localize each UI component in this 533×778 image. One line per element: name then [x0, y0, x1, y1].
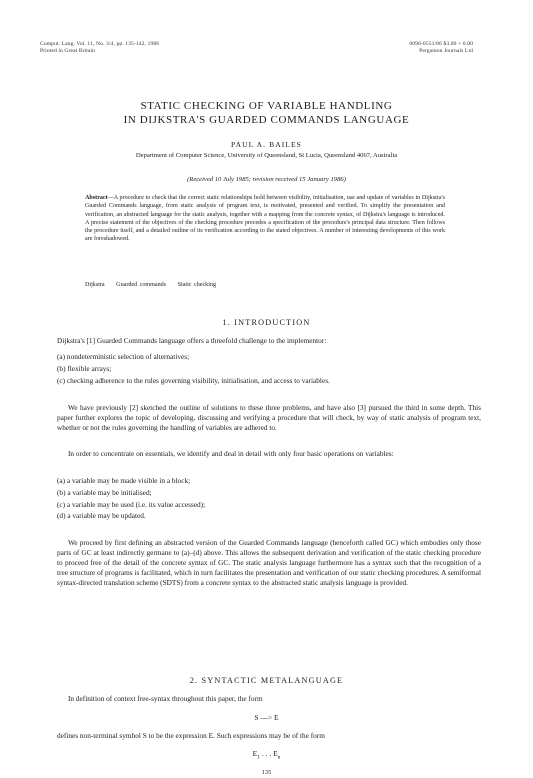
list-item: (c) a variable may be used (i.e. its value accessed); [57, 499, 206, 509]
keyword: Dijkstra [85, 282, 105, 288]
formula-subscript: 1 [257, 754, 260, 761]
challenge-list [57, 351, 481, 387]
body-paragraph: In definition of context free-syntax throughout this paper, the form [68, 694, 263, 703]
list-item: (a) a variable may be made visible in a block; [57, 476, 191, 485]
body-paragraph: defines non-terminal symbol S to be the expression E. Such expressions may be of the form [57, 731, 325, 740]
keywords [85, 282, 216, 288]
abstract [85, 194, 445, 244]
publisher-info [409, 41, 473, 55]
author-name: PAUL A. BAILES [231, 140, 302, 149]
body-paragraph: We proceed by first defining an abstracted version of the Guarded Commands language (henceforth called GC) which embodies only those parts of GC at least indirectly germane to (a)–(d) above. This allows the subsequent derivation and verification of the static checking procedure to proceed free of the detail of the concrete syntax of GC. The static analysis language furthermore has a syntax such that the recognition of a tree structure of programs is facilitated, which in turn facilitates the presentation and verification of our static checking procedures. A semiformal syntax-directed translation scheme (SDTS) from a concrete syntax to the abstracted static analysis language is provided. [57, 538, 481, 587]
publisher-name: Pergamon Journals Ltd [419, 48, 473, 54]
printed-line: Printed in Great Britain [40, 48, 96, 54]
list-item: (d) a variable may be updated. [57, 511, 146, 521]
section-heading-introduction: 1. INTRODUCTION [222, 318, 311, 327]
paper-title [0, 99, 533, 127]
page-number: 135 [261, 769, 272, 776]
section-heading-metalanguage: 2. SYNTACTIC METALANGUAGE [189, 676, 344, 685]
journal-line: Comput. Lang. Vol. 11, No. 3/4, pp. 135-142, 1986 [40, 41, 160, 47]
list-item: (b) a variable may be initialised; [57, 487, 152, 497]
keyword: Guarded commands [116, 282, 167, 288]
intro-paragraph: Dijkstra's [1] Guarded Commands language offers a threefold challenge to the implementor: [57, 336, 327, 345]
price-code: 0096-0551/86 $3.00 + 0.00 [409, 41, 473, 47]
abstract-label: Abstract [85, 195, 108, 201]
list-item: (c) checking adherence to the rules governing visibility, initialisation, and access to variables. [57, 376, 330, 385]
keyword: Static checking [177, 282, 217, 288]
abstract-text: —A procedure to check that the correct static relationships hold between visibility, initialisation, use and update of variables in Dijkstra's Guarded Commands language, from static analysis of program text, is motivated, presented and verified. To simplify the presentation and verification, an abstracted language for the static analysis, together with a mapping from the concrete syntax, of Dijkstra's language is introduced. A precise statement of the objectives of the checking procedure precedes a specification of the procedure's principal data structure. Then follows the procedure itself, and a detailed outline of its verification according to the stated objectives. A number of interesting developments of this work are foreshadowed. [85, 195, 445, 243]
operations-list [57, 475, 481, 522]
list-item: (a) nondeterministic selection of alternatives; [57, 352, 190, 361]
received-dates: (Received 10 July 1985; revision received 15 January 1986) [187, 176, 346, 183]
body-paragraph: We have previously [2] sketched the outline of solutions to these three problems, and have also [3] pursued the third in some depth. This paper further explores the topic of developing, discussing and verifying a procedure that will check, by way of static analysis of program text, whether or not the rules governing the handling of variables are adhered to. [57, 403, 481, 432]
formula-sequence [0, 749, 533, 761]
author-affiliation: Department of Computer Science, University of Queensland, St Lucia, Queensland 4067, Australia [135, 152, 398, 159]
journal-citation [40, 41, 159, 55]
body-paragraph: In order to concentrate on essentials, we identify and deal in detail with only four basic operations on variables: [68, 449, 394, 458]
list-item: (b) flexible arrays; [57, 364, 112, 373]
formula-subscript: n [277, 754, 281, 761]
title-line-1: STATIC CHECKING OF VARIABLE HANDLING [140, 100, 393, 112]
formula-symbol: E [252, 749, 258, 758]
formula-production: S ---> E [254, 713, 279, 722]
formula-symbol: . . . E [259, 749, 278, 758]
title-line-2: IN DIJKSTRA'S GUARDED COMMANDS LANGUAGE [123, 114, 410, 126]
